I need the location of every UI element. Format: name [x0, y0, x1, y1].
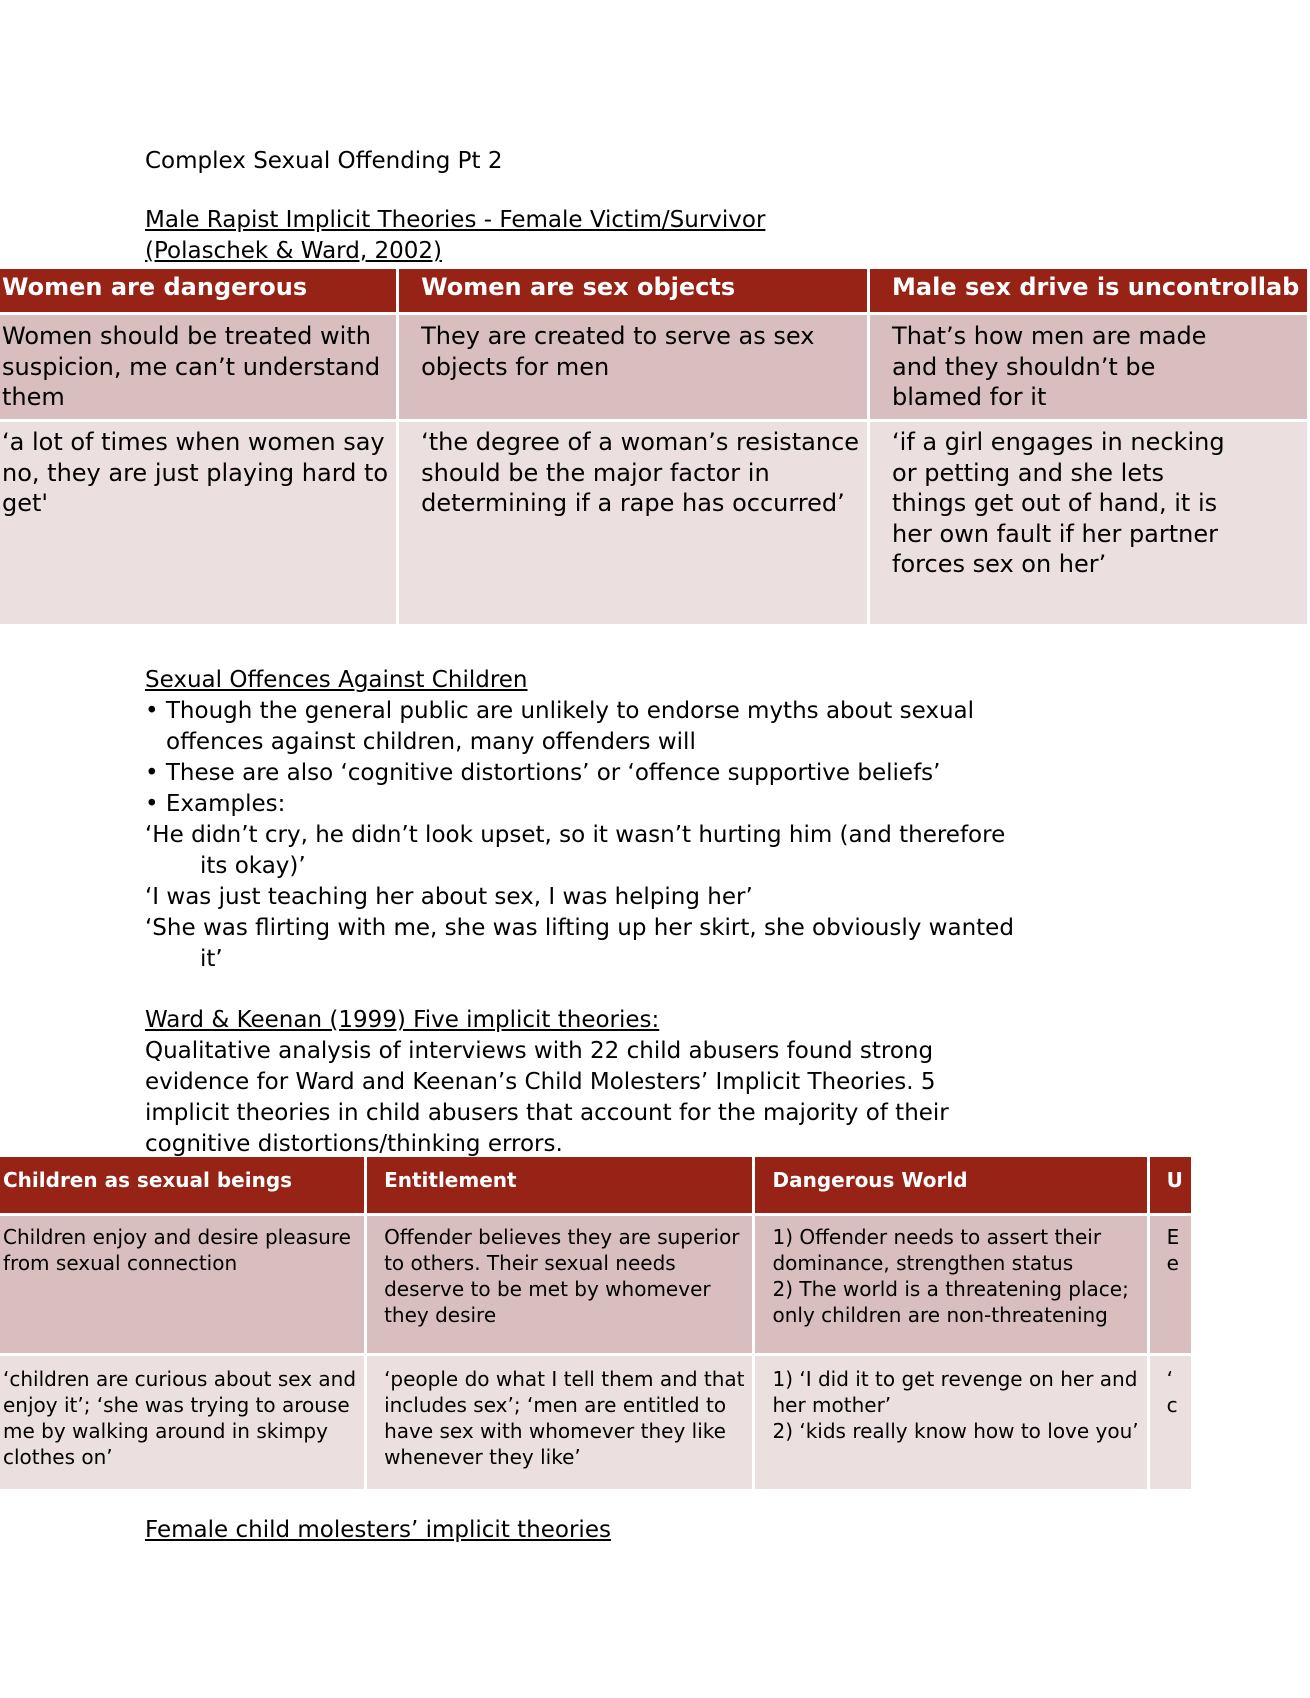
- table-row: [0, 1356, 1191, 1489]
- table-cell: [870, 315, 1307, 419]
- table-header-cell: Children as sexual beings: [0, 1157, 364, 1213]
- cell-line: they desire: [384, 1303, 497, 1327]
- table-cell: [755, 1356, 1146, 1489]
- cell-line: 1) ‘I did it to get revenge on her and: [772, 1367, 1138, 1391]
- table-header-cell: Dangerous World: [755, 1157, 1146, 1213]
- table-header-row: [0, 269, 1307, 312]
- cell-line: ‘children are curious about sex and: [3, 1367, 357, 1391]
- cell-line: Women should be treated with: [2, 322, 371, 350]
- cell-line: That’s how men are made: [892, 322, 1207, 350]
- table-header-cell: Women are dangerous: [0, 269, 396, 312]
- cell-line: her own fault if her partner: [892, 519, 1219, 548]
- table-cell: [399, 315, 867, 419]
- cell-line: determining if a rape has occurred’: [421, 489, 845, 517]
- cell-line: only children are non-threatening: [772, 1303, 1108, 1327]
- cell-line: get': [2, 489, 49, 517]
- cell-line: Offender believes they are superior: [384, 1225, 740, 1249]
- table-cell: [1150, 1216, 1191, 1353]
- table-cell: [0, 315, 396, 419]
- bullet-item-continuation: offences against children, many offenders will: [166, 729, 696, 755]
- table-row: [0, 422, 1307, 624]
- bullet-item: • Examples:: [145, 791, 286, 817]
- cell-line: to others. Their sexual needs: [384, 1251, 676, 1275]
- example-quote: ‘She was flirting with me, she was lifting up her skirt, she obviously wanted: [145, 915, 1014, 941]
- cell-line: deserve to be met by whomever: [384, 1277, 711, 1301]
- table-cell: [367, 1216, 752, 1353]
- cell-line: whenever they like’: [384, 1445, 581, 1469]
- paragraph-line: implicit theories in child abusers that account for the majority of their: [145, 1100, 949, 1126]
- cell-line: 1) Offender needs to assert their: [772, 1225, 1102, 1249]
- paragraph-line: cognitive distortions/thinking errors.: [145, 1131, 563, 1157]
- cell-line: should be the major factor in: [421, 458, 770, 487]
- example-quote-continuation: it’: [200, 946, 223, 972]
- cell-line: her mother’: [772, 1393, 892, 1417]
- paragraph-line: evidence for Ward and Keenan’s Child Molesters’ Implicit Theories. 5: [145, 1069, 936, 1095]
- table-cell: [0, 1356, 364, 1489]
- bullet-item: • These are also ‘cognitive distortions’ or ‘offence supportive beliefs’: [145, 760, 941, 786]
- table-cell: [0, 1216, 364, 1353]
- table-header-cell: U: [1150, 1157, 1191, 1213]
- table-cell: [0, 422, 396, 624]
- cell-line: E: [1166, 1225, 1180, 1249]
- cell-line: Children enjoy and desire pleasure: [3, 1225, 351, 1249]
- section-heading-ward-keenan: Ward & Keenan (1999) Five implicit theories:: [145, 1007, 660, 1033]
- cell-line: suspicion, me can’t understand: [2, 352, 381, 381]
- section-heading-male-rapist: Male Rapist Implicit Theories - Female Victim/Survivor: [145, 207, 766, 233]
- table-header-cell: Male sex drive is uncontrollab: [870, 269, 1307, 312]
- paragraph-line: Qualitative analysis of interviews with 22 child abusers found strong: [145, 1038, 934, 1064]
- cell-line: includes sex’; ‘men are entitled to: [384, 1393, 727, 1417]
- section-heading-citation: (Polaschek & Ward, 2002): [145, 238, 442, 264]
- example-quote: ‘He didn’t cry, he didn’t look upset, so it wasn’t hurting him (and therefore: [145, 822, 1006, 848]
- cell-line: have sex with whomever they like: [384, 1419, 726, 1443]
- cell-line: things get out of hand, it is: [892, 489, 1218, 517]
- section-heading-offences-children: Sexual Offences Against Children: [145, 667, 528, 693]
- table-cell: [755, 1216, 1146, 1353]
- page-title: Complex Sexual Offending Pt 2: [145, 148, 503, 174]
- cell-line: objects for men: [421, 352, 610, 381]
- table-cell: [399, 422, 867, 624]
- cell-line: dominance, strengthen status: [772, 1251, 1074, 1275]
- cell-line: or petting and she lets: [892, 458, 1165, 487]
- table-row: [0, 315, 1307, 419]
- table-cell: [1150, 1356, 1191, 1489]
- table-header-row: [0, 1157, 1191, 1213]
- cell-line: blamed for it: [892, 383, 1047, 411]
- cell-line: forces sex on her’: [892, 550, 1107, 578]
- cell-line: c: [1166, 1393, 1178, 1417]
- male-rapist-theories-table: [0, 266, 1310, 627]
- cell-line: ‘people do what I tell them and that: [384, 1367, 745, 1391]
- cell-line: from sexual connection: [3, 1251, 238, 1275]
- example-quote: ‘I was just teaching her about sex, I was helping her’: [145, 884, 753, 910]
- cell-line: and they shouldn’t be: [892, 352, 1156, 381]
- bullet-item: • Though the general public are unlikely to endorse myths about sexual: [145, 698, 975, 724]
- cell-line: ‘a lot of times when women say: [2, 428, 385, 456]
- table-row: [0, 1216, 1191, 1353]
- section-heading-female-molesters: Female child molesters’ implicit theories: [145, 1517, 611, 1543]
- example-quote-continuation: its okay)’: [200, 853, 306, 879]
- cell-line: ‘if a girl engages in necking: [892, 428, 1225, 456]
- cell-line: They are created to serve as sex: [421, 322, 815, 350]
- cell-line: 2) ‘kids really know how to love you’: [772, 1419, 1139, 1443]
- cell-line: me by walking around in skimpy: [3, 1419, 328, 1443]
- table-cell: [870, 422, 1307, 624]
- cell-line: clothes on’: [3, 1445, 113, 1469]
- table-header-cell: Women are sex objects: [399, 269, 867, 312]
- table-header-cell: Entitlement: [367, 1157, 752, 1213]
- cell-line: 2) The world is a threatening place;: [772, 1277, 1129, 1301]
- cell-line: ‘the degree of a woman’s resistance: [421, 428, 860, 456]
- cell-line: them: [2, 383, 65, 411]
- cell-line: ‘: [1166, 1367, 1174, 1391]
- cell-line: e: [1166, 1251, 1179, 1275]
- table-cell: [367, 1356, 752, 1489]
- child-molester-theories-table: [0, 1154, 1194, 1492]
- cell-line: enjoy it’; ‘she was trying to arouse: [3, 1393, 350, 1417]
- cell-line: no, they are just playing hard to: [2, 458, 389, 487]
